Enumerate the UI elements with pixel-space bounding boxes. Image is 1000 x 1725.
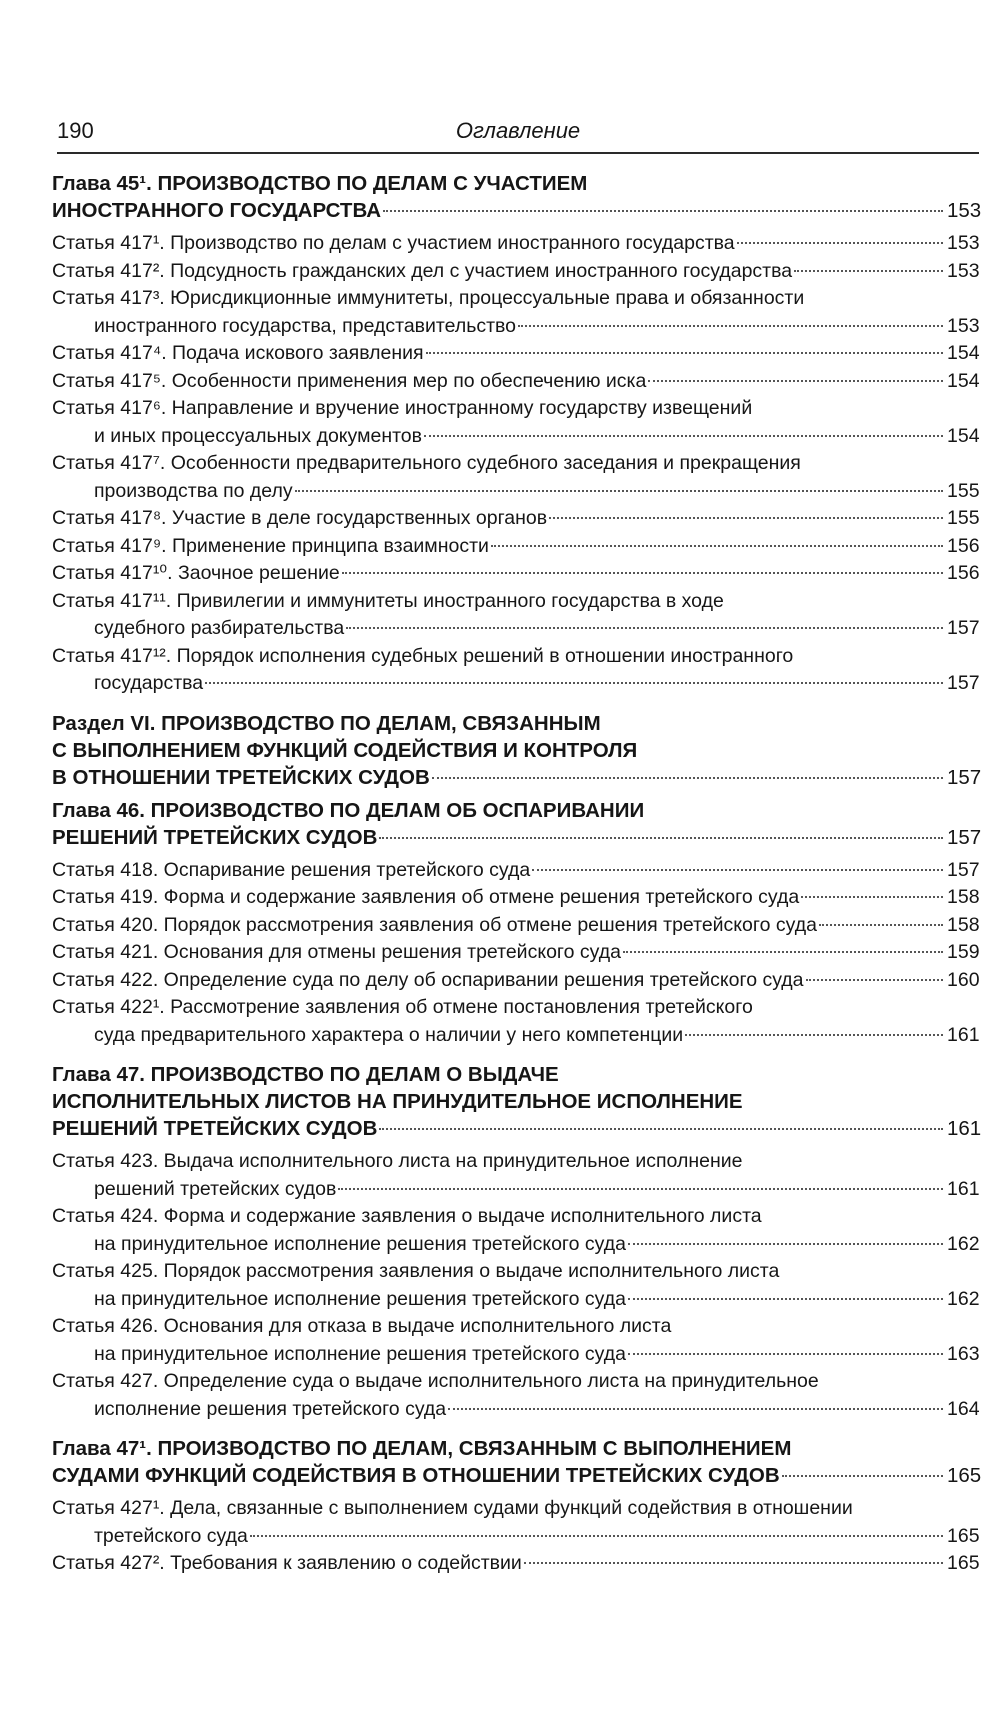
toc-entry-title: В ОТНОШЕНИИ ТРЕТЕЙСКИХ СУДОВ — [52, 765, 430, 789]
toc-entry — [52, 560, 979, 588]
dot-leader — [737, 242, 943, 244]
toc-entry-title: РЕШЕНИЙ ТРЕТЕЙСКИХ СУДОВ — [52, 1117, 378, 1140]
toc-entry-title: Статья 417⁶. Направление и вручение иностранному государству извещений — [52, 397, 753, 419]
dot-leader — [426, 352, 943, 354]
toc-entry — [52, 912, 979, 940]
toc-line — [52, 912, 979, 940]
toc-heading — [52, 1061, 982, 1142]
toc-line — [52, 797, 979, 824]
toc-entry-title: Статья 425. Порядок рассмотрения заявления о выдаче исполнительного листа — [52, 1260, 780, 1282]
toc-page-number: 161 — [947, 1177, 980, 1200]
dot-leader — [424, 435, 943, 437]
dot-leader — [685, 1034, 943, 1036]
toc-heading — [52, 797, 982, 851]
toc-line — [52, 737, 979, 764]
toc-page-number: 156 — [947, 534, 980, 557]
toc-page-number: 157 — [947, 617, 980, 639]
toc-entry — [52, 588, 979, 643]
toc-line — [52, 588, 979, 616]
dot-leader — [623, 951, 943, 953]
toc-entry — [52, 285, 979, 340]
toc-entry-title: Статья 417¹¹. Привилегии и иммунитеты иностранного государства в ходе — [52, 589, 724, 612]
toc-entry-title: Статья 424. Форма и содержание заявления о выдаче исполнительного листа — [52, 1205, 762, 1227]
toc-entry-title: РЕШЕНИЙ ТРЕТЕЙСКИХ СУДОВ — [52, 825, 378, 849]
toc-page-number: 161 — [947, 1117, 982, 1140]
toc-entry-title: Статья 418. Оспаривание решения третейского суда — [52, 858, 531, 881]
toc-page-number: 156 — [947, 562, 980, 584]
toc-entry-title: суда предварительного характера о наличии у него компетенции — [94, 1023, 684, 1046]
toc-entry — [52, 340, 979, 368]
toc-entry — [52, 939, 979, 967]
toc-line — [52, 710, 979, 737]
toc-page-number: 155 — [947, 479, 980, 502]
toc-entry — [52, 884, 979, 912]
toc-line — [52, 1286, 979, 1314]
dot-leader — [205, 682, 943, 684]
toc-page-number: 153 — [947, 314, 980, 337]
running-title: Оглавление — [455, 118, 581, 143]
toc-line — [52, 450, 979, 478]
toc-entry — [52, 368, 979, 396]
dot-leader — [342, 572, 943, 574]
dot-leader — [379, 1128, 943, 1130]
toc-line — [52, 1231, 979, 1259]
dot-leader — [448, 1408, 943, 1410]
toc-page-number: 162 — [947, 1232, 980, 1255]
toc-entry-title: Статья 417⁴. Подача искового заявления — [52, 342, 424, 364]
toc-line — [52, 884, 979, 912]
toc-entry — [52, 643, 979, 698]
toc-line — [52, 395, 979, 423]
toc-entry-title: Статья 417⁸. Участие в деле государственных органов — [52, 507, 548, 529]
toc-page-number: 160 — [947, 968, 980, 991]
toc-entry-title: Глава 45¹. ПРОИЗВОДСТВО ПО ДЕЛАМ С УЧАСТИЕМ — [52, 172, 588, 195]
toc-page-number: 154 — [947, 424, 980, 447]
toc-entry-title: ИНОСТРАННОГО ГОСУДАРСТВА — [52, 199, 382, 222]
toc-entry-title: Статья 417⁵. Особенности применения мер по обеспечению иска — [52, 369, 647, 392]
toc-page-number: 157 — [947, 765, 982, 789]
dot-leader — [295, 490, 943, 492]
toc-entry-title: Статья 427. Определение суда о выдаче исполнительного листа на принудительное — [52, 1370, 819, 1392]
toc-line — [52, 1061, 979, 1088]
toc-entry-title: судебного разбирательства — [94, 617, 345, 639]
toc-entry-title: Статья 417¹⁰. Заочное решение — [52, 562, 340, 584]
toc-entry — [52, 1203, 979, 1258]
toc-entry — [52, 1148, 979, 1203]
toc-page-number: 157 — [947, 672, 980, 694]
toc-entry — [52, 967, 979, 995]
toc-page-number: 157 — [947, 825, 982, 849]
toc-entry-title: СУДАМИ ФУНКЦИЙ СОДЕЙСТВИЯ В ОТНОШЕНИИ ТРЕТЕЙСКИХ СУДОВ — [52, 1464, 780, 1487]
toc-entry — [52, 450, 979, 505]
toc-line — [52, 967, 979, 995]
toc-line — [52, 1341, 979, 1369]
toc-page-number: 154 — [947, 369, 980, 392]
toc-line — [52, 197, 982, 224]
toc-entry-title: Глава 47¹. ПРОИЗВОДСТВО ПО ДЕЛАМ, СВЯЗАННЫМ С ВЫПОЛНЕНИЕМ — [52, 1437, 792, 1460]
toc-entry — [52, 533, 979, 561]
toc-page-number: 154 — [947, 342, 980, 364]
toc-line — [52, 764, 982, 791]
toc-line — [52, 1462, 982, 1489]
toc-entry-title: решений третейских судов — [94, 1177, 337, 1200]
toc-line — [52, 670, 979, 698]
toc-line — [52, 1115, 982, 1142]
toc-line — [52, 285, 979, 313]
toc-entry-title: третейского суда — [94, 1524, 248, 1547]
dot-leader — [549, 517, 943, 519]
page-header — [57, 118, 979, 154]
toc-entry-title: ИСПОЛНИТЕЛЬНЫХ ЛИСТОВ НА ПРИНУДИТЕЛЬНОЕ ИСПОЛНЕНИЕ — [52, 1090, 743, 1113]
toc-line — [52, 1203, 979, 1231]
toc-entry-title: исполнение решения третейского суда — [94, 1397, 447, 1420]
toc-line — [52, 230, 979, 258]
toc-page-number: 153 — [947, 199, 982, 222]
toc-page-number: 159 — [947, 941, 980, 963]
toc-page-number: 164 — [947, 1397, 980, 1420]
toc-line — [52, 1088, 979, 1115]
toc-entry-title: на принудительное исполнение решения третейского суда — [94, 1287, 626, 1310]
toc-line — [52, 994, 979, 1022]
toc-page-number: 158 — [947, 886, 980, 908]
toc-line — [52, 824, 982, 851]
toc-entry — [52, 230, 979, 258]
toc-line — [52, 643, 979, 671]
toc-entry-title: Статья 423. Выдача исполнительного листа на принудительное исполнение — [52, 1150, 743, 1172]
toc-page-number: 153 — [947, 232, 980, 254]
toc-entry-title: Статья 421. Основания для отмены решения третейского суда — [52, 941, 621, 963]
toc-entry-title: Статья 427². Требования к заявлению о содействии — [52, 1552, 522, 1574]
dot-leader — [628, 1353, 943, 1355]
toc-line — [52, 533, 979, 561]
toc-line — [52, 939, 979, 967]
toc-line — [52, 170, 979, 197]
dot-leader — [432, 777, 943, 779]
toc-entry-title: Статья 419. Форма и содержание заявления об отмене решения третейского суда — [52, 886, 800, 908]
toc-entry-title: С ВЫПОЛНЕНИЕМ ФУНКЦИЙ СОДЕЙСТВИЯ И КОНТРОЛЯ — [52, 738, 638, 762]
toc-entry-title: на принудительное исполнение решения третейского суда — [94, 1342, 626, 1365]
toc-entry — [52, 1258, 979, 1313]
toc-entry — [52, 395, 979, 450]
toc-page-number: 163 — [947, 1342, 980, 1365]
dot-leader — [782, 1475, 943, 1477]
toc-page-number: 162 — [947, 1287, 980, 1310]
toc-line — [52, 505, 979, 533]
toc-entry — [52, 1495, 979, 1550]
toc-heading — [52, 710, 982, 791]
toc-line — [52, 560, 979, 588]
toc-line — [52, 1435, 979, 1462]
toc-line — [52, 423, 979, 451]
toc-entry-title: Статья 417⁹. Применение принципа взаимности — [52, 534, 489, 557]
dot-leader — [628, 1298, 943, 1300]
toc-entry — [52, 1368, 979, 1423]
toc-line — [52, 1396, 979, 1424]
toc-page-number: 165 — [947, 1552, 980, 1574]
toc-line — [52, 1176, 979, 1204]
toc-entry-title: Статья 417¹. Производство по делам с участием иностранного государства — [52, 232, 735, 254]
toc-line — [52, 1495, 979, 1523]
toc-page-number: 153 — [947, 259, 980, 282]
toc-entry-title: Статья 417². Подсудность гражданских дел с участием иностранного государства — [52, 259, 793, 282]
toc-page-number: 165 — [947, 1464, 982, 1487]
toc-line — [52, 857, 979, 885]
toc-line — [52, 1313, 979, 1341]
toc-entry — [52, 1313, 979, 1368]
toc-line — [52, 1148, 979, 1176]
toc-line — [52, 313, 979, 341]
toc-line — [52, 478, 979, 506]
dot-leader — [532, 869, 943, 871]
toc-entry-title: Статья 427¹. Дела, связанные с выполнением судами функций содействия в отношении — [52, 1497, 853, 1519]
dot-leader — [819, 924, 943, 926]
toc-line — [52, 1368, 979, 1396]
toc-entry — [52, 505, 979, 533]
toc-line — [52, 340, 979, 368]
dot-leader — [338, 1188, 943, 1190]
toc-line — [52, 1523, 979, 1551]
toc-entry-title: Статья 417⁷. Особенности предварительного судебного заседания и прекращения — [52, 452, 801, 474]
toc-heading — [52, 1435, 982, 1489]
toc-page-number: 157 — [947, 858, 980, 881]
toc-entry-title: Статья 422¹. Рассмотрение заявления об отмене постановления третейского — [52, 996, 753, 1018]
toc-page-number: 161 — [947, 1023, 980, 1046]
toc-entry-title: Статья 417¹². Порядок исполнения судебных решений в отношении иностранного — [52, 644, 794, 667]
toc-heading — [52, 170, 982, 224]
page-number: 190 — [57, 118, 94, 143]
toc-entry — [52, 258, 979, 286]
toc-entry-title: Глава 47. ПРОИЗВОДСТВО ПО ДЕЛАМ О ВЫДАЧЕ — [52, 1063, 559, 1086]
toc-line — [52, 368, 979, 396]
dot-leader — [379, 837, 943, 839]
toc-entry-title: Статья 422. Определение суда по делу об оспаривании решения третейского суда — [52, 968, 804, 991]
toc-line — [52, 258, 979, 286]
toc-line — [52, 1258, 979, 1286]
toc-entry-title: и иных процессуальных документов — [94, 424, 423, 447]
dot-leader — [346, 627, 943, 629]
table-of-contents — [52, 170, 982, 1578]
toc-line — [52, 615, 979, 643]
toc-entry-title: на принудительное исполнение решения третейского суда — [94, 1232, 626, 1255]
toc-entry-title: Статья 426. Основания для отказа в выдаче исполнительного листа — [52, 1315, 672, 1337]
dot-leader — [628, 1243, 943, 1245]
dot-leader — [524, 1562, 943, 1564]
toc-entry-title: иностранного государства, представительство — [94, 314, 517, 337]
dot-leader — [383, 210, 943, 212]
toc-page-number: 155 — [947, 507, 980, 529]
toc-entry-title: Глава 46. ПРОИЗВОДСТВО ПО ДЕЛАМ ОБ ОСПАРИВАНИИ — [52, 798, 645, 822]
dot-leader — [518, 325, 943, 327]
dot-leader — [806, 979, 943, 981]
toc-page-number: 158 — [947, 913, 980, 936]
toc-entry-title: Статья 420. Порядок рассмотрения заявления об отмене решения третейского суда — [52, 913, 817, 936]
dot-leader — [801, 896, 943, 898]
dot-leader — [491, 545, 943, 547]
toc-line — [52, 1550, 979, 1578]
toc-entry — [52, 994, 979, 1049]
toc-entry-title: государства — [94, 672, 204, 694]
toc-entry — [52, 857, 979, 885]
toc-entry-title: Раздел VI. ПРОИЗВОДСТВО ПО ДЕЛАМ, СВЯЗАННЫМ — [52, 711, 601, 735]
toc-entry-title: производства по делу — [94, 479, 293, 502]
dot-leader — [250, 1535, 943, 1537]
toc-line — [52, 1022, 979, 1050]
dot-leader — [794, 270, 943, 272]
dot-leader — [648, 380, 943, 382]
toc-entry-title: Статья 417³. Юрисдикционные иммунитеты, процессуальные права и обязанности — [52, 287, 805, 309]
toc-page-number: 165 — [947, 1524, 980, 1547]
toc-entry — [52, 1550, 979, 1578]
